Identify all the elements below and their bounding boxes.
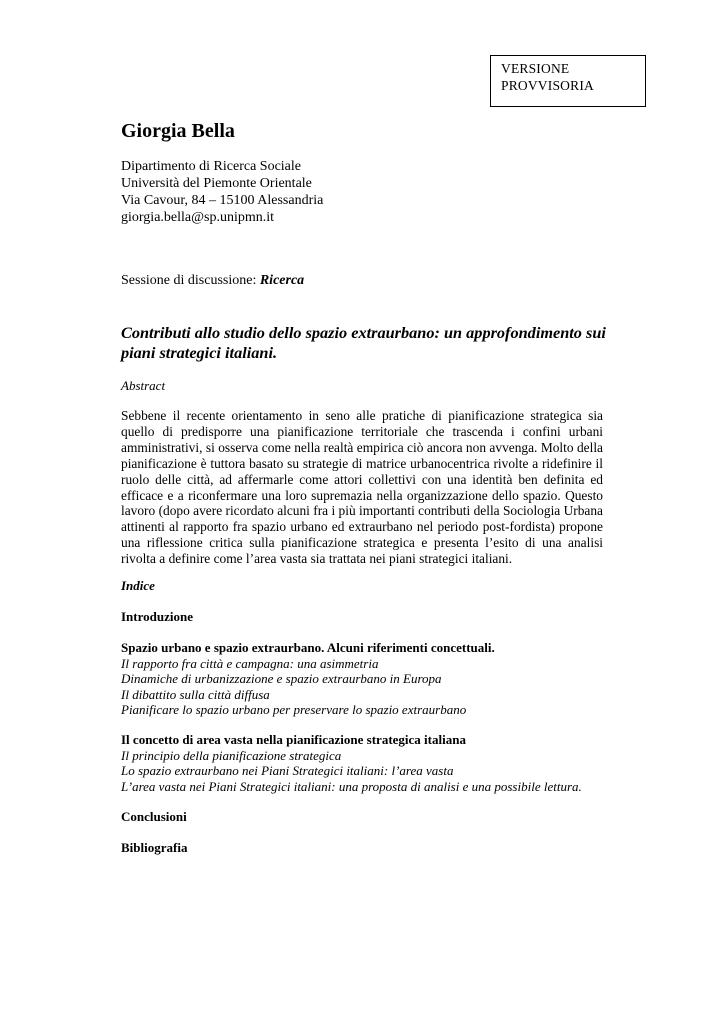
index-section-1 bbox=[121, 640, 495, 718]
index-conclusions bbox=[121, 809, 187, 825]
paper-title: Contributi allo studio dello spazio extraurbano: un approfondimento sui piani strategici italiani. bbox=[121, 323, 606, 362]
session-label: Sessione di discussione: bbox=[121, 273, 260, 288]
section-1-item: Il rapporto fra città e campagna: una asimmetria bbox=[121, 655, 379, 671]
index-section-2 bbox=[121, 732, 582, 794]
draft-version-box bbox=[490, 55, 646, 107]
abstract-text: Sebbene il recente orientamento in seno alle pratiche di pianificazione strategica sia quello di predisporre una pianificazione territoriale che trascenda i confini urbani amministrativi, si osserva come nella realtà empirica ciò ancora non avvenga. Molto della pianificazione è tuttora basato su strategie di matrice urbanocentrica rivolte a ridefinire il ruolo delle città, ad affermarle come attori collettivi con una identità ben definita ed efficace e a riconfermare una loro supremazia nella organizzazione dello spazio. Questo lavoro (dopo avere ricordato alcuni fra i più importanti contributi della Sociologia Urbana attinenti al rapporto fra spazio urbano ed extraurbano nel periodo post-fordista) propone una riflessione critica sulla pianificazione strategica e presenta l’esito di una analisi rivolta a definire come l’area vasta sia trattata nei piani strategici italiani. bbox=[121, 408, 603, 567]
email: giorgia.bella@sp.unipmn.it bbox=[121, 210, 275, 225]
session-value: Ricerca bbox=[259, 273, 305, 288]
session-line bbox=[121, 273, 304, 289]
author-name: Giorgia Bella bbox=[121, 120, 235, 142]
conclusions-entry: Conclusioni bbox=[121, 809, 187, 824]
address: Via Cavour, 84 – 15100 Alessandria bbox=[121, 193, 324, 208]
section-1-item: Pianificare lo spazio urbano per preservare lo spazio extraurbano bbox=[121, 702, 467, 717]
department: Dipartimento di Ricerca Sociale bbox=[121, 159, 301, 174]
section-2-item: Il principio della pianificazione strategica bbox=[121, 747, 342, 763]
abstract-heading: Abstract bbox=[121, 378, 166, 393]
index-introduction bbox=[121, 609, 193, 625]
section-1-item: Il dibattito sulla città diffusa bbox=[121, 686, 270, 702]
bibliography-entry: Bibliografia bbox=[121, 840, 188, 855]
affiliation-block bbox=[121, 158, 323, 226]
university: Università del Piemonte Orientale bbox=[121, 176, 312, 191]
section-1-title: Spazio urbano e spazio extraurbano. Alcuni riferimenti concettuali. bbox=[121, 640, 495, 655]
section-2-title: Il concetto di area vasta nella pianificazione strategica italiana bbox=[121, 732, 466, 747]
section-2-item: Lo spazio extraurbano nei Piani Strategici italiani: l’area vasta bbox=[121, 763, 454, 778]
section-2-item: L’area vasta nei Piani Strategici italiani: una proposta di analisi e una possibile lettura. bbox=[121, 778, 582, 794]
stamp-line-2: PROVVISORIA bbox=[501, 78, 594, 93]
stamp-line-1: VERSIONE bbox=[501, 61, 570, 76]
index-bibliography bbox=[121, 840, 187, 856]
index-heading: Indice bbox=[121, 578, 155, 593]
section-1-item: Dinamiche di urbanizzazione e spazio extraurbano in Europa bbox=[121, 671, 442, 686]
introduction-entry: Introduzione bbox=[121, 609, 193, 624]
